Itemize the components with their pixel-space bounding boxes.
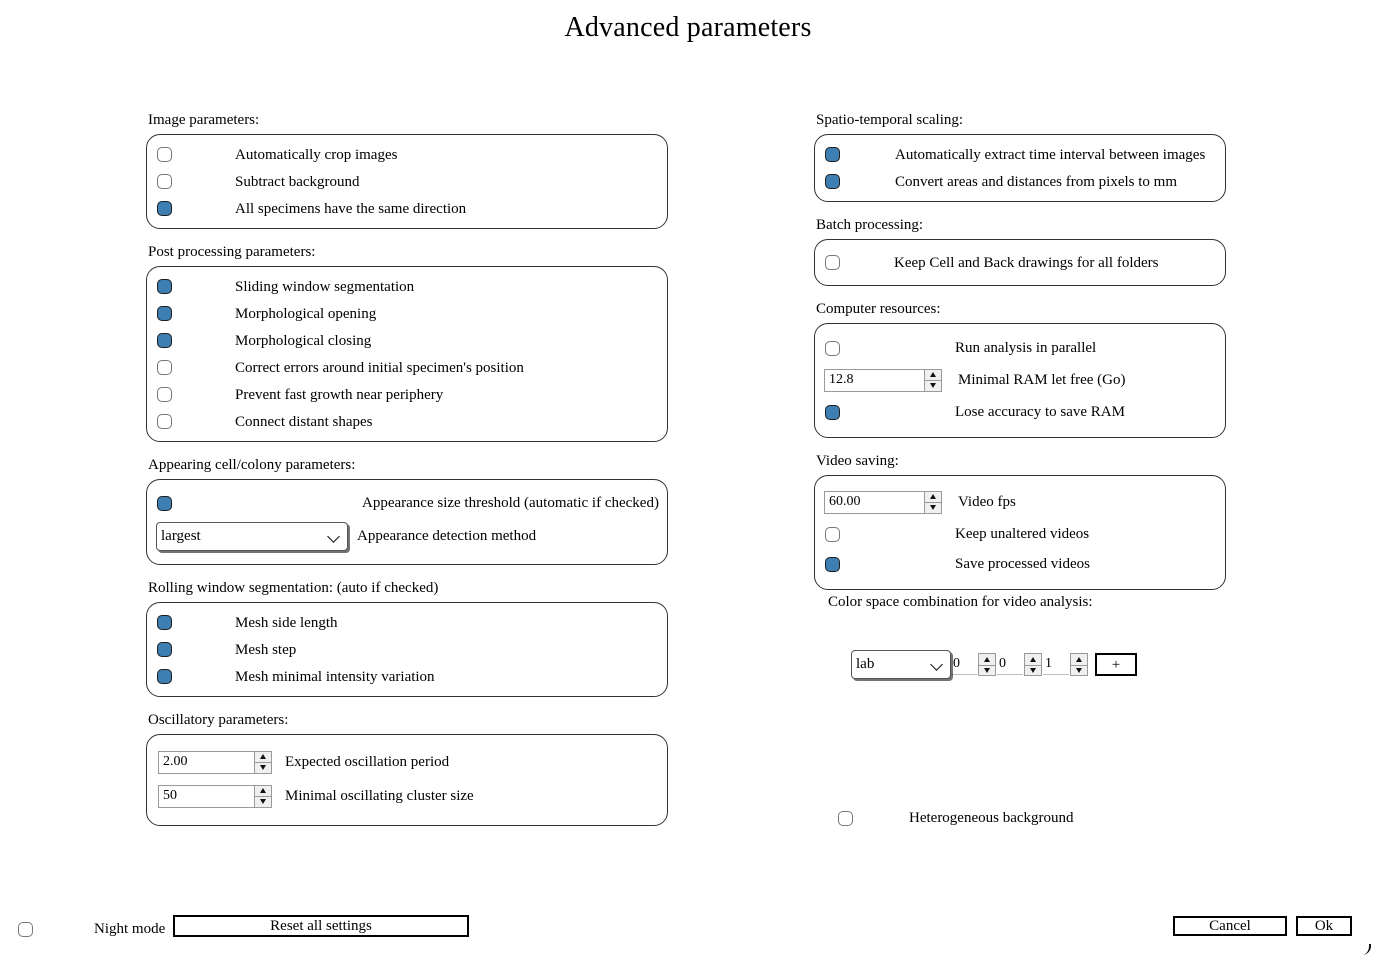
label-appearance-size-threshold: Appearance size threshold (automatic if checked) <box>362 495 659 511</box>
row-automatically-crop-images[interactable] <box>147 141 667 168</box>
label-mesh-step: Mesh step <box>235 641 297 658</box>
label-convert-pixels-to-mm: Convert areas and distances from pixels to mm <box>895 173 1178 190</box>
input-color-channel-2[interactable] <box>997 654 1023 675</box>
row-mesh-side-length[interactable] <box>147 609 667 636</box>
checkbox-correct-errors-initial-position[interactable] <box>157 360 172 375</box>
panel-rolling-window <box>146 602 668 697</box>
cancel-button[interactable]: Cancel <box>1173 916 1287 936</box>
panel-image-parameters <box>146 134 668 229</box>
checkbox-night-mode[interactable] <box>18 922 33 937</box>
checkbox-keep-cell-back-drawings[interactable] <box>825 255 840 270</box>
color-space-label: Color space combination for video analysis: <box>828 594 1093 610</box>
left-column <box>146 110 668 839</box>
row-convert-pixels-to-mm[interactable] <box>815 168 1225 195</box>
panel-appearing-cell <box>146 479 668 565</box>
row-mesh-minimal-intensity-variation[interactable] <box>147 663 667 690</box>
checkbox-automatically-crop-images[interactable] <box>157 147 172 162</box>
checkbox-mesh-side-length[interactable] <box>157 615 172 630</box>
spinner-color-channel-2[interactable] <box>1024 653 1042 676</box>
checkbox-keep-unaltered-videos[interactable] <box>825 527 840 542</box>
group-label-batch-processing: Batch processing: <box>816 217 924 233</box>
label-correct-errors-initial-position: Correct errors around initial specimen's position <box>235 359 524 376</box>
panel-post-processing <box>146 266 668 442</box>
label-prevent-fast-growth: Prevent fast growth near periphery <box>235 386 444 403</box>
label-keep-unaltered-videos: Keep unaltered videos <box>955 526 1090 542</box>
select-color-space-value: lab <box>856 656 875 672</box>
row-minimal-oscillating-cluster-size[interactable] <box>147 779 667 813</box>
row-connect-distant-shapes[interactable] <box>147 408 667 435</box>
row-all-specimens-same-direction[interactable] <box>147 195 667 222</box>
label-morphological-opening: Morphological opening <box>235 305 377 322</box>
row-subtract-background[interactable] <box>147 168 667 195</box>
row-keep-unaltered-videos[interactable] <box>815 519 1225 549</box>
spinner-up-icon[interactable] <box>254 751 272 763</box>
checkbox-lose-accuracy-to-save-ram[interactable] <box>825 405 840 420</box>
row-morphological-opening[interactable] <box>147 300 667 327</box>
label-mesh-side-length: Mesh side length <box>235 614 338 631</box>
checkbox-auto-extract-time-interval[interactable] <box>825 147 840 162</box>
input-video-fps[interactable] <box>824 491 924 514</box>
spinner-up-icon[interactable] <box>1024 653 1042 665</box>
label-run-analysis-in-parallel: Run analysis in parallel <box>955 340 1097 356</box>
label-auto-extract-time-interval: Automatically extract time interval between images <box>895 146 1206 163</box>
label-save-processed-videos: Save processed videos <box>955 556 1090 572</box>
spinner-up-icon[interactable] <box>978 653 996 665</box>
checkbox-mesh-minimal-intensity-variation[interactable] <box>157 669 172 684</box>
label-expected-oscillation-period: Expected oscillation period <box>285 754 450 770</box>
checkbox-heterogeneous-background[interactable] <box>838 811 853 826</box>
spinner-up-icon[interactable] <box>924 491 942 503</box>
row-save-processed-videos[interactable] <box>815 549 1225 579</box>
label-video-fps: Video fps <box>958 494 1016 510</box>
group-label-appearing-cell: Appearing cell/colony parameters: <box>148 457 356 473</box>
select-color-space[interactable] <box>851 650 951 679</box>
row-morphological-closing[interactable] <box>147 327 667 354</box>
checkbox-convert-pixels-to-mm[interactable] <box>825 174 840 189</box>
checkbox-save-processed-videos[interactable] <box>825 557 840 572</box>
label-heterogeneous-background: Heterogeneous background <box>909 810 1074 826</box>
input-color-channel-1[interactable] <box>951 654 977 675</box>
spinner-minimal-ram-let-free[interactable] <box>824 369 942 392</box>
spinner-up-icon[interactable] <box>254 785 272 797</box>
spinner-minimal-oscillating-cluster-size[interactable] <box>158 785 272 808</box>
input-color-channel-3[interactable] <box>1043 654 1069 675</box>
spinner-down-icon[interactable] <box>924 380 942 392</box>
resize-grip-icon[interactable] <box>1357 942 1373 958</box>
row-video-fps[interactable] <box>815 485 1225 519</box>
spinner-down-icon[interactable] <box>254 796 272 808</box>
chevron-down-icon <box>932 660 943 671</box>
checkbox-morphological-opening[interactable] <box>157 306 172 321</box>
group-label-video-saving: Video saving: <box>816 453 899 469</box>
label-keep-cell-back-drawings: Keep Cell and Back drawings for all folders <box>894 254 1159 271</box>
label-automatically-crop-images: Automatically crop images <box>235 146 398 163</box>
group-label-oscillatory: Oscillatory parameters: <box>148 712 289 728</box>
row-mesh-step[interactable] <box>147 636 667 663</box>
spinner-buttons-expected-oscillation-period[interactable] <box>254 751 272 774</box>
row-prevent-fast-growth[interactable] <box>147 381 667 408</box>
checkbox-run-analysis-in-parallel[interactable] <box>825 341 840 356</box>
row-keep-cell-back-drawings[interactable] <box>815 249 1225 276</box>
chevron-down-icon <box>329 532 340 543</box>
label-minimal-ram-let-free: Minimal RAM let free (Go) <box>958 372 1126 388</box>
spinner-buttons-minimal-ram-let-free[interactable] <box>924 369 942 392</box>
panel-computer-resources <box>814 323 1226 438</box>
label-sliding-window-segmentation: Sliding window segmentation <box>235 278 415 295</box>
spinner-down-icon[interactable] <box>254 762 272 774</box>
ok-button[interactable]: Ok <box>1296 916 1352 936</box>
panel-spatio-temporal <box>814 134 1226 202</box>
label-subtract-background: Subtract background <box>235 173 360 190</box>
group-label-rolling-window: Rolling window segmentation: (auto if checked) <box>148 580 439 596</box>
checkbox-morphological-closing[interactable] <box>157 333 172 348</box>
row-appearance-detection-method[interactable] <box>147 518 667 554</box>
group-label-image-parameters: Image parameters: <box>148 112 260 128</box>
select-appearance-detection-method-value: largest <box>161 527 201 544</box>
label-lose-accuracy-to-save-ram: Lose accuracy to save RAM <box>955 404 1125 420</box>
label-night-mode: Night mode <box>94 921 166 937</box>
spinner-color-channel-3[interactable] <box>1070 653 1088 676</box>
label-connect-distant-shapes: Connect distant shapes <box>235 413 373 430</box>
checkbox-subtract-background[interactable] <box>157 174 172 189</box>
group-label-computer-resources: Computer resources: <box>816 301 941 317</box>
row-auto-extract-time-interval[interactable] <box>815 141 1225 168</box>
reset-all-settings-button[interactable]: Reset all settings <box>173 915 469 937</box>
spinner-expected-oscillation-period[interactable] <box>158 751 272 774</box>
checkbox-all-specimens-same-direction[interactable] <box>157 201 172 216</box>
row-appearance-size-threshold[interactable] <box>147 488 667 518</box>
input-minimal-oscillating-cluster-size[interactable] <box>158 785 254 808</box>
label-all-specimens-same-direction: All specimens have the same direction <box>235 200 467 217</box>
spinner-buttons-minimal-oscillating-cluster-size[interactable] <box>254 785 272 808</box>
label-minimal-oscillating-cluster-size: Minimal oscillating cluster size <box>285 788 474 804</box>
spinner-up-icon[interactable] <box>1070 653 1088 665</box>
spinner-down-icon[interactable] <box>924 502 942 514</box>
panel-video-saving <box>814 475 1226 590</box>
spinner-buttons-video-fps[interactable] <box>924 491 942 514</box>
row-sliding-window-segmentation[interactable] <box>147 273 667 300</box>
row-correct-errors-initial-position[interactable] <box>147 354 667 381</box>
page-title: Advanced parameters <box>564 12 812 43</box>
spinner-color-channel-1[interactable] <box>978 653 996 676</box>
row-lose-accuracy-to-save-ram[interactable] <box>815 397 1225 427</box>
label-morphological-closing: Morphological closing <box>235 332 372 349</box>
label-appearance-detection-method: Appearance detection method <box>357 528 537 544</box>
checkbox-sliding-window-segmentation[interactable] <box>157 279 172 294</box>
color-space-row <box>851 650 1137 679</box>
spinner-down-icon[interactable] <box>978 665 996 677</box>
panel-oscillatory <box>146 734 668 826</box>
input-minimal-ram-let-free[interactable] <box>824 369 924 392</box>
checkbox-prevent-fast-growth[interactable] <box>157 387 172 402</box>
row-run-analysis-in-parallel[interactable] <box>815 333 1225 363</box>
group-label-spatio-temporal: Spatio-temporal scaling: <box>816 112 964 128</box>
spinner-up-icon[interactable] <box>924 369 942 381</box>
spinner-down-icon[interactable] <box>1024 665 1042 677</box>
panel-batch-processing <box>814 239 1226 286</box>
row-minimal-ram-let-free[interactable] <box>815 363 1225 397</box>
checkbox-connect-distant-shapes[interactable] <box>157 414 172 429</box>
group-label-post-processing: Post processing parameters: <box>148 244 316 260</box>
checkbox-appearance-size-threshold[interactable] <box>157 496 172 511</box>
right-column <box>814 110 1226 603</box>
row-expected-oscillation-period[interactable] <box>147 745 667 779</box>
row-heterogeneous-background[interactable] <box>838 810 1074 827</box>
spinner-down-icon[interactable] <box>1070 665 1088 677</box>
checkbox-mesh-step[interactable] <box>157 642 172 657</box>
add-color-space-button[interactable]: + <box>1095 653 1137 676</box>
label-mesh-minimal-intensity-variation: Mesh minimal intensity variation <box>235 668 435 685</box>
spinner-video-fps[interactable] <box>824 491 942 514</box>
input-expected-oscillation-period[interactable] <box>158 751 254 774</box>
select-appearance-detection-method[interactable] <box>156 522 348 551</box>
